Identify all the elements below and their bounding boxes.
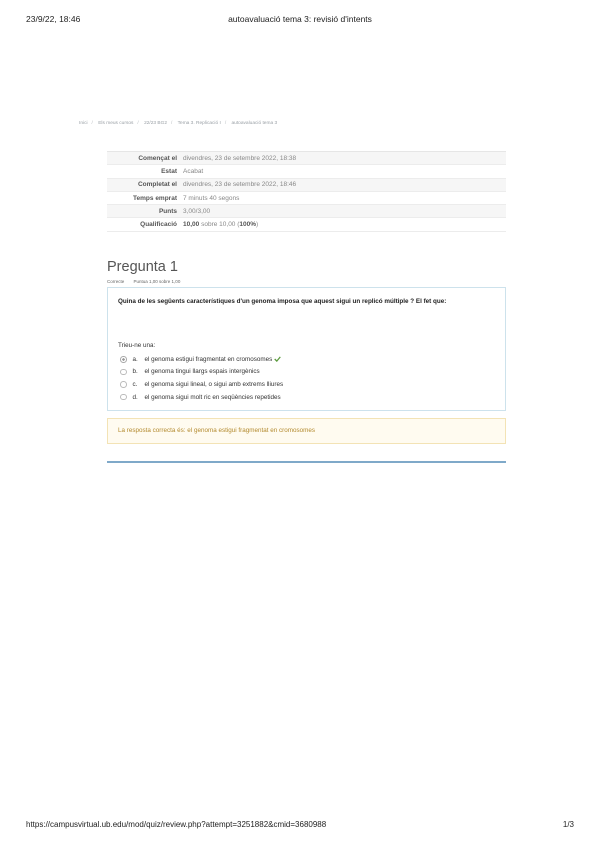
- radio-selected-icon[interactable]: [120, 356, 127, 363]
- answer-text: el genoma estigui fragmentat en cromosomes: [144, 355, 273, 363]
- summary-row: [107, 152, 506, 165]
- breadcrumb-item[interactable]: Els meus cursos: [98, 121, 134, 126]
- answer-letter: a.: [132, 355, 138, 363]
- summary-row: [107, 192, 506, 205]
- question-status: Correcte: [107, 279, 125, 284]
- answer-letter: c.: [132, 380, 138, 388]
- summary-value: 7 minuts 40 segons: [183, 194, 240, 202]
- summary-label: Punts: [158, 207, 177, 215]
- page-number: 1/3: [562, 820, 574, 829]
- grade-end: ): [256, 221, 259, 229]
- summary-label: Completat el: [137, 181, 177, 189]
- summary-row: [107, 205, 506, 218]
- breadcrumb-item[interactable]: autoavaluació tema 3: [231, 121, 278, 126]
- radio-icon[interactable]: [120, 381, 127, 388]
- summary-row: [107, 165, 506, 178]
- question-score: Puntua 1,00 sobre 1,00: [133, 279, 181, 284]
- radio-icon[interactable]: [120, 369, 127, 376]
- summary-row: [107, 218, 506, 231]
- check-icon: [274, 356, 281, 362]
- attempt-summary-table: [107, 151, 506, 232]
- summary-label: Qualificació: [140, 221, 177, 229]
- question-meta: [107, 279, 180, 284]
- summary-value: divendres, 23 de setembre 2022, 18:46: [183, 181, 297, 189]
- answer-option-a[interactable]: [120, 353, 283, 366]
- question-divider: [107, 461, 506, 463]
- print-title: autoavaluació tema 3: revisió d'intents: [228, 14, 372, 24]
- print-url: https://campusvirtual.ub.edu/mod/quiz/review.php?attempt=3251882&cmid=3680988: [26, 820, 327, 829]
- grade-percent: 100%: [239, 221, 257, 229]
- grade-score: 10,00: [183, 221, 200, 229]
- radio-icon[interactable]: [120, 394, 127, 401]
- answer-letter: d.: [132, 393, 138, 401]
- breadcrumb-item[interactable]: Tema 3. Replicació I: [177, 121, 221, 126]
- question-text: Quina de les següents característiques d'un genoma imposa que aquest sigui un replicó múltiple ? El fet que:: [118, 298, 447, 305]
- breadcrumb: Inici / Els meus cursos / 22/23 BG2 / Tema 3. Replicació I / autoavaluació tema 3: [79, 121, 278, 126]
- answer-option-b[interactable]: [120, 366, 283, 379]
- print-header: [26, 14, 574, 26]
- answer-letter: b.: [132, 368, 138, 376]
- question-heading: Pregunta 1: [107, 259, 178, 275]
- answer-option-c[interactable]: [120, 378, 283, 391]
- print-date: 23/9/22, 18:46: [26, 14, 81, 24]
- summary-label: Temps emprat: [133, 194, 177, 202]
- answer-option-d[interactable]: [120, 391, 283, 404]
- answer-list: [120, 353, 283, 403]
- breadcrumb-item[interactable]: Inici: [79, 121, 88, 126]
- answer-instruction: Trieu-ne una:: [118, 342, 156, 349]
- print-footer: [26, 820, 574, 832]
- summary-value: Acabat: [183, 167, 204, 175]
- answer-text: el genoma sigui molt ric en seqüències repetides: [144, 393, 281, 401]
- correct-answer-feedback: La resposta correcta és: el genoma estigui fragmentat en cromosomes: [118, 427, 316, 434]
- summary-value: divendres, 23 de setembre 2022, 18:38: [183, 154, 297, 162]
- summary-label: Començat el: [138, 154, 177, 162]
- grade-value: [183, 221, 258, 228]
- question-box: [107, 287, 506, 411]
- feedback-box: [107, 418, 506, 444]
- summary-label: Estat: [161, 167, 177, 175]
- answer-text: el genoma tingui llargs espais intergènics: [144, 368, 260, 376]
- grade-mid: sobre 10,00 (: [199, 221, 240, 229]
- summary-value: 3,00/3,00: [183, 207, 211, 215]
- summary-row: [107, 179, 506, 192]
- answer-text: el genoma sigui lineal, o sigui amb extrems lliures: [144, 380, 284, 388]
- breadcrumb-item[interactable]: 22/23 BG2: [144, 121, 168, 126]
